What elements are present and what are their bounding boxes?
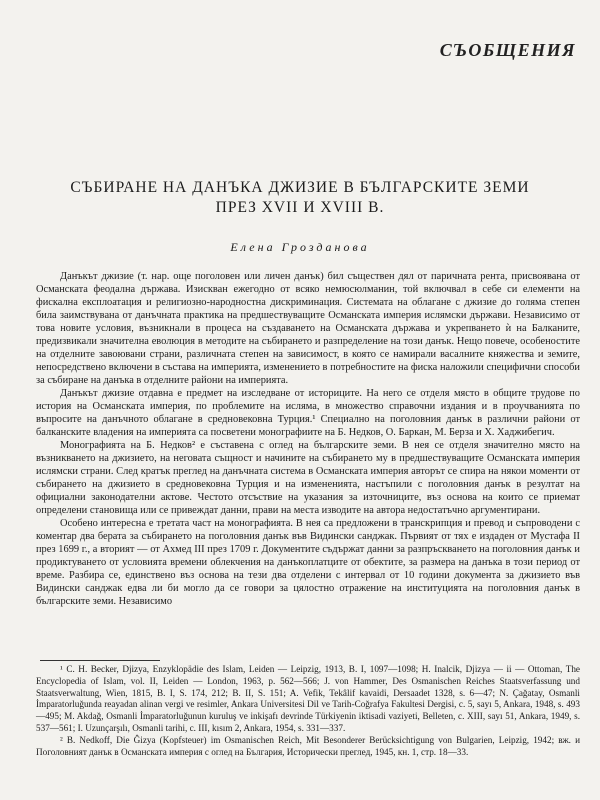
footnote: ¹ C. H. Becker, Djizya, Enzyklopädie des Islam, Leiden — Leipzig, 1913, B. I, 1097—1098; H. Inalcik, Djizya — ii — Ottoman, The Encyclopedia of Islam, vol. II, Leiden — London, 1963, p. 562—566; J. von Hammer, Des Osmanischen Reiches Staatsverfassung und Staatsverwaltung, Wien, 1815, B. I, S. 174, 212; B. II, S. 151; A. Vefik, Tekâlif kavaidi, Dersaadet 1328, s. 6—47; N. Çağatay, Osmanli İmparatorluğunda reayadan alinan vergi ve resimler, Ankara Universitesi Dil ve Tarih-Coğrafya Fakultesi Dergisi, c. 5, sayı 5, Ankara, 1948, s. 493—495; M. Akdağ, Osmanli İmparatorluğunun kuruluş ve inkişafı devrinde Türkiyenin iktisadi vaziyeti, Belleten, c. XIII, sayı 51, Ankara, 1949, s. 537—561; I. Uzunçarşılı, Osmanli tarihi, c. III, kısım 2, Ankara, 1954, s. 331—337. — [36, 664, 580, 733]
footnotes — [36, 664, 580, 758]
article-title-line-1: СЪБИРАНЕ НА ДАНЪКА ДЖИЗИЕ В БЪЛГАРСКИТЕ ЗЕМИ — [70, 179, 530, 196]
paragraph: Особено интересна е третата част на монографията. В нея са предложени в транскрипция и превод и съпроводени с коментар два берата за събирането на поголовния данък във Видински санджак. Първият от тях е издаден от Мустафа II през 1699 г., а вторият — от Ахмед III през 1709 г. Документите съдържат данни за разпръскването на поголовния данък и продиктуването от условията времени облекчения на данъкоплатците от обектите, за размера на данъка в този период от време. Разбира се, единствено въз основа на тези два отделени с интервал от 10 години документа за джизието във Видински санджак едва ли би могло да се говори за цялостно отражение на институцията на поголовния данък в българските земи. Независимо — [36, 518, 580, 607]
author-name: Елена Грозданова — [230, 240, 370, 254]
paragraph: Данъкът джизие отдавна е предмет на изследване от историците. На него се отделя място в общите трудове по история на Османската империя, по проблемите на исляма, в множество справочни издания и в проучванията по въпросите на данъчното облагане в средновековна Турция.¹ Специално на поголовния данък в различни райони от балканските владения на империята са посветени монографиите на Б. Недков, О. Баркан, М. Берза и Х. Хаджибегич. — [36, 388, 580, 438]
paragraph: Данъкът джизие (т. нар. още поголовен или личен данък) бил съществен дял от паричната рента, присвоявана от Османската феодална държава. Изискван ежегодно от всяко немюсюлманин, той включвал в себе си елементи на фискална експлоатация и религиозно-народностна дискриминация. Системата на облагане с джизие до голяма степен била заимствувана от данъчната практика на предшествуващите Османската империя ислямски държави. Независимо от това новите условия, възникнали в процеса на създаването на Османската държава и укрепването ѝ на Балканите, предизвикали значителна еволюция в методите на събирането и разпределение на този данък. Нещо повече, особеностите на отделните завоювани страни, различната степен на зависимост, в която се намирали васалните княжества и земите, непосредствено включени в състава на империята, изменението в потребностите на фиска наложили специфични способи за събиране на данъка в отделните райони на империята. — [36, 271, 580, 386]
article-title-line-2: ПРЕЗ XVII И XVIII В. — [215, 199, 385, 216]
paragraph: Монографията на Б. Недков² е съставена с оглед на българските земи. В нея се отделя значително място на възникването на джизието, на неговата същност и начините на събирането му в предшествуващите Османската империя ислямски страни. След кратък преглед на данъчната система в Османската империя авторът се спира на някои моменти от събирането на джизието в средновековна Турция и на измененията, настъпили с поголовния данък в резултат на официални законодателни актове. Честото отсъствие на указания за източниците, въз основа на които се приемат определени становища или се привеждат данни, прави на места изводите на автора недостатъчно аргументирани. — [36, 440, 580, 516]
footnote-divider — [40, 660, 160, 661]
footnote: ² B. Nedkoff, Die Ĝizya (Kopfsteuer) im Osmanischen Reich, Mit Besonderer Berücksichtigung von Bulgarien, Leipzig, 1942; вж. и Поголовният данък в Османската империя с оглед на България, Исторически преглед, 1945, кн. 1, стр. 18—33. — [36, 734, 580, 757]
article-body — [36, 270, 580, 608]
section-heading: СЪОБЩЕНИЯ — [439, 40, 576, 60]
article-title — [40, 178, 560, 218]
